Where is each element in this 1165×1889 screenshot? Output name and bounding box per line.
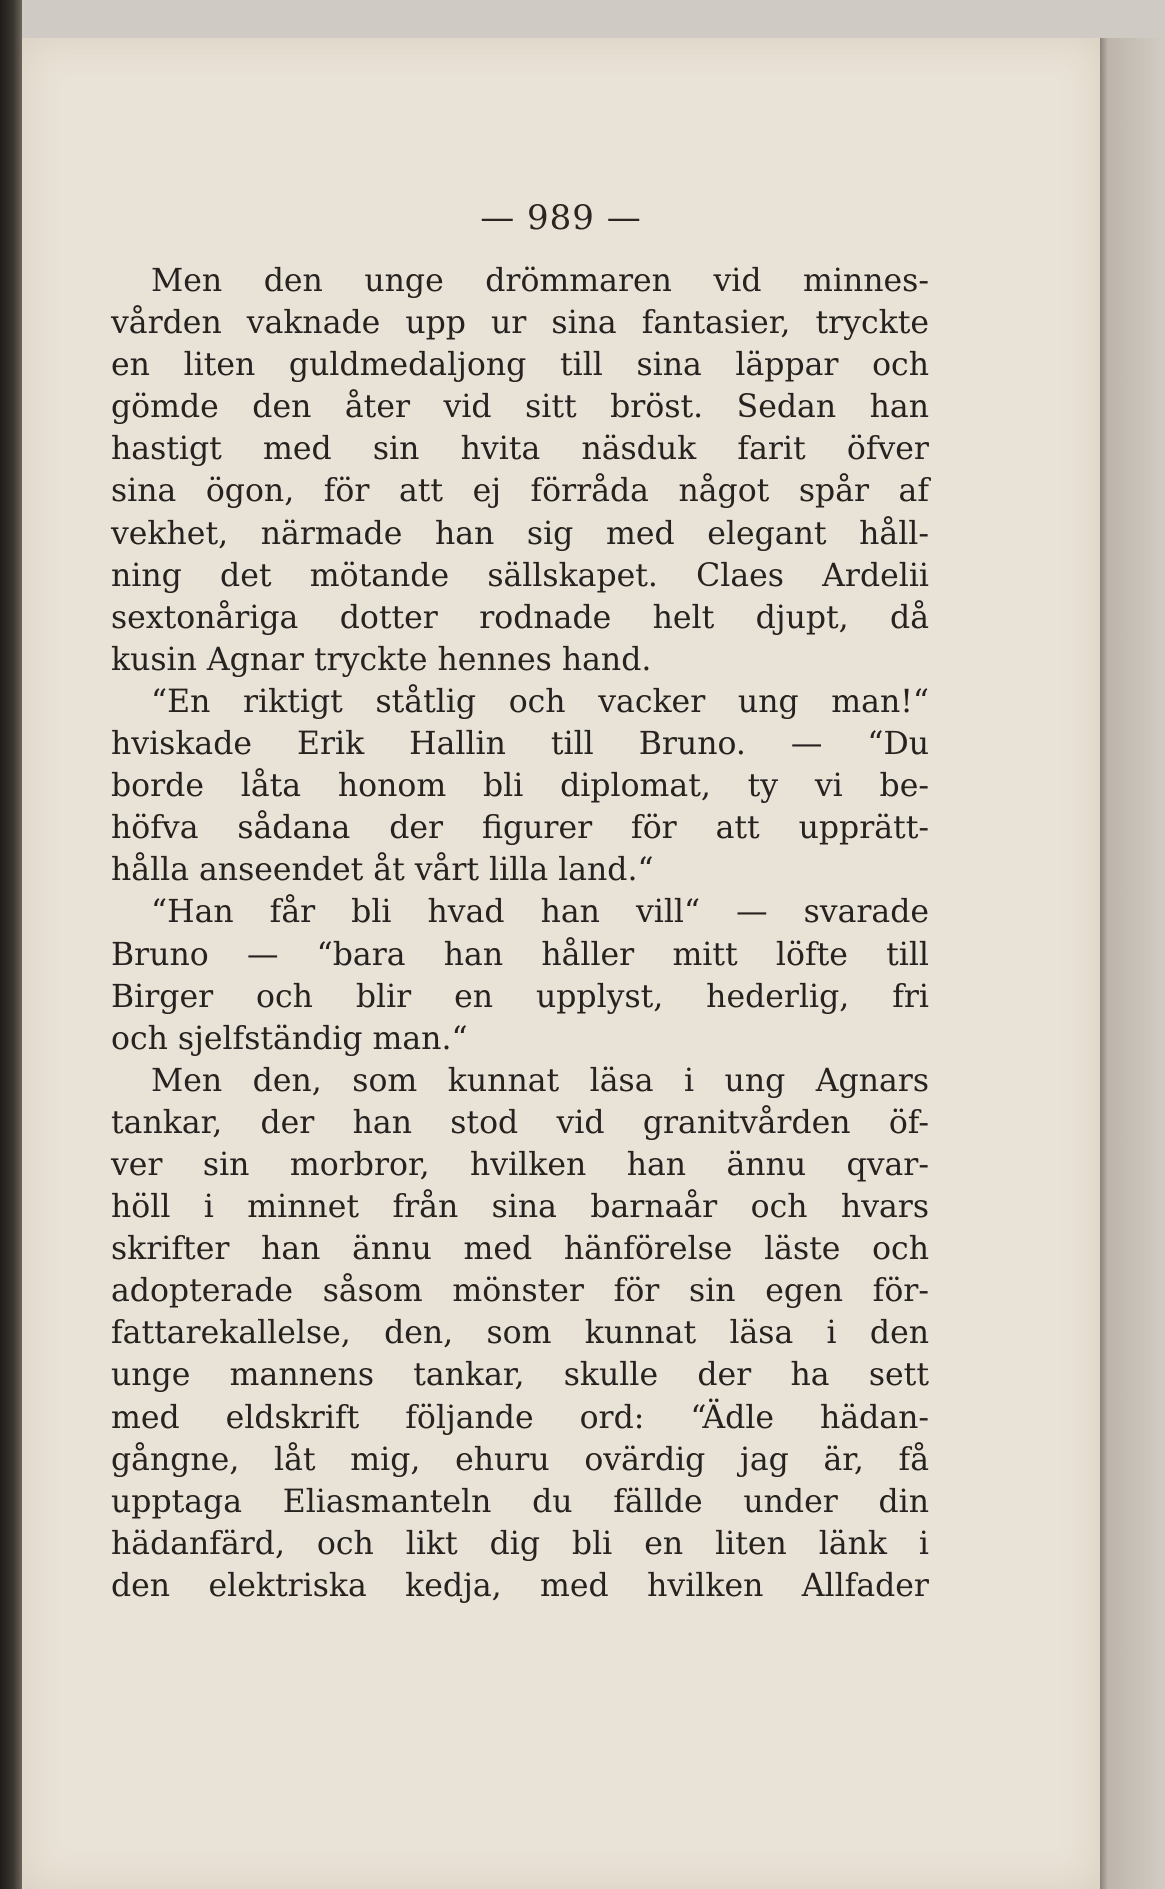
text-line: vården vaknade upp ur sina fantasier, tryckte	[111, 305, 929, 342]
text-line: tankar, der han stod vid granitvården öf-	[111, 1104, 929, 1141]
text-line: upptaga Eliasmanteln du fällde under din	[111, 1483, 929, 1520]
text-line: Birger och blir en upplyst, hederlig, fri	[111, 978, 929, 1015]
text-line: hädanfärd, och likt dig bli en liten länk i	[111, 1525, 929, 1562]
text-line: Men den, som kunnat läsa i ung Agnars	[151, 1062, 929, 1099]
text-line: ning det mötande sällskapet. Claes Ardelii	[111, 557, 929, 594]
page-edge	[1100, 38, 1165, 1889]
text-line: gångne, låt mig, ehuru ovärdig jag är, få	[111, 1441, 929, 1478]
text-line: fattarekallelse, den, som kunnat läsa i den	[111, 1315, 929, 1352]
text-line: hviskade Erik Hallin till Bruno. — “Du	[111, 726, 929, 763]
text-line: Men den unge drömmaren vid minnes-	[151, 263, 929, 299]
book-spine	[0, 0, 22, 1889]
text-line: en liten guldmedaljong till sina läppar och	[111, 347, 929, 384]
text-line: höfva sådana der figurer för att upprätt-	[111, 810, 929, 847]
text-line: hastigt med sin hvita näsduk farit öfver	[111, 431, 929, 468]
book-page	[22, 38, 1100, 1889]
page-number: — 989 —	[480, 198, 642, 238]
text-line: gömde den åter vid sitt bröst. Sedan han	[111, 389, 929, 426]
text-line: sextonåriga dotter rodnade helt djupt, då	[111, 599, 929, 636]
text-line: Bruno — “bara han håller mitt löfte till	[111, 936, 929, 973]
text-line: med eldskrift följande ord: “Ädle hädan-	[111, 1399, 929, 1436]
text-line: vekhet, närmade han sig med elegant håll-	[111, 515, 929, 552]
text-line: och sjelfständig man.“	[111, 1020, 468, 1057]
text-line: sina ögon, för att ej förråda något spår af	[111, 473, 929, 510]
text-line: ver sin morbror, hvilken han ännu qvar-	[111, 1146, 929, 1183]
text-line: borde låta honom bli diplomat, ty vi be-	[111, 768, 929, 805]
text-line: unge mannens tankar, skulle der ha sett	[111, 1357, 929, 1394]
text-line: höll i minnet från sina barnaår och hvars	[111, 1189, 929, 1226]
text-line: “Han får bli hvad han vill“ — svarade	[151, 894, 929, 931]
text-line: hålla anseendet åt vårt lilla land.“	[111, 852, 654, 889]
text-line: adopterade såsom mönster för sin egen för-	[111, 1273, 929, 1310]
text-line: kusin Agnar tryckte hennes hand.	[111, 641, 652, 678]
body-text	[111, 260, 929, 1607]
text-line: skrifter han ännu med hänförelse läste och	[111, 1231, 929, 1268]
text-line: “En riktigt ståtlig och vacker ung man!“	[151, 683, 929, 720]
text-line: den elektriska kedja, med hvilken Allfader	[111, 1567, 929, 1604]
